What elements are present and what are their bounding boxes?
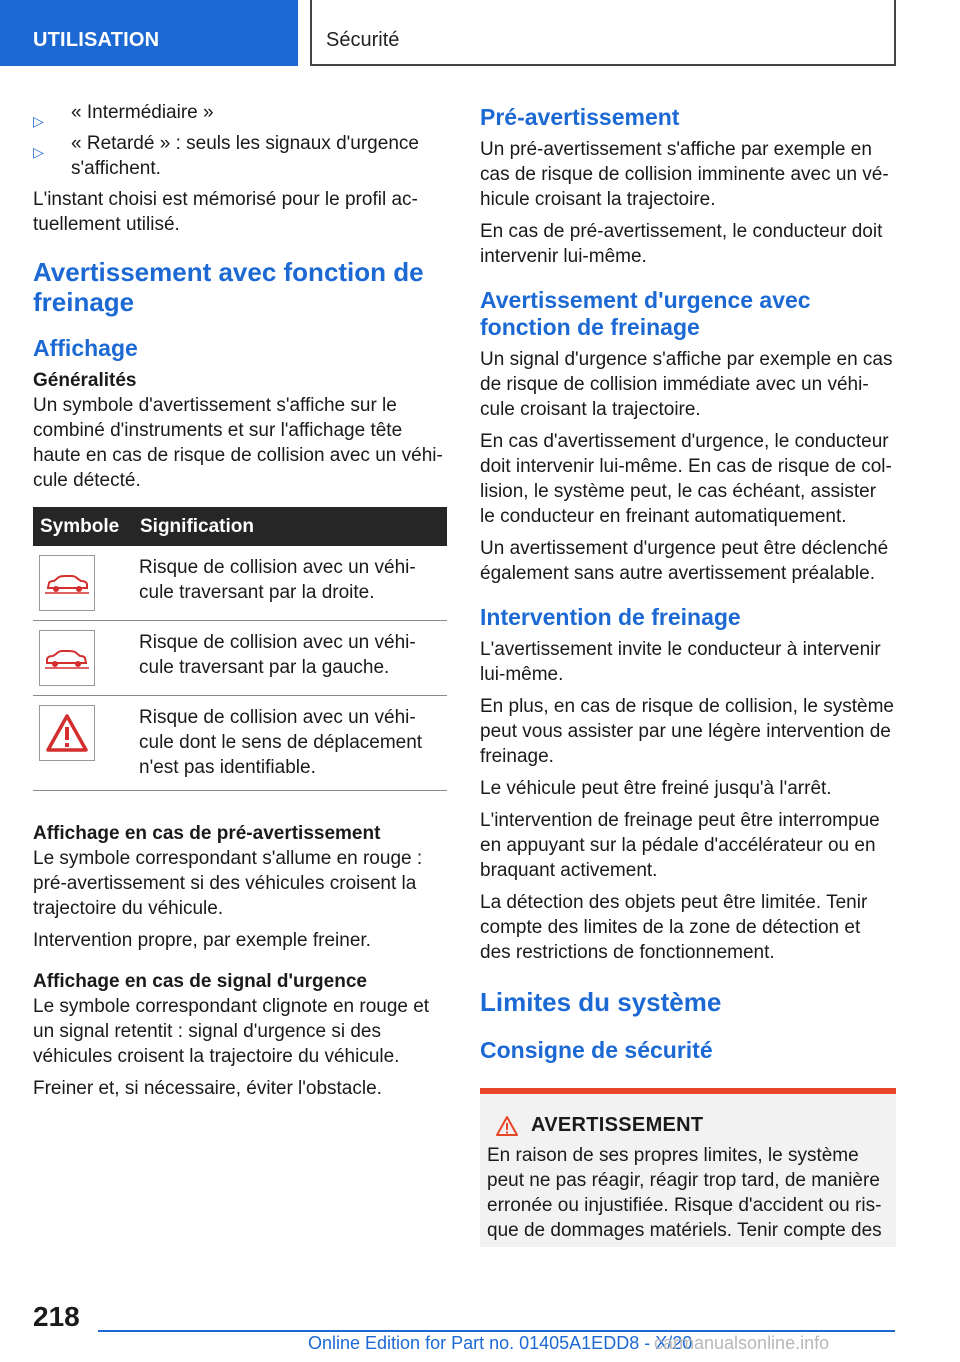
warning-box xyxy=(480,1088,896,1247)
bullet-item: ▷ « Intermédiaire » xyxy=(33,100,447,125)
paragraph: Un signal d'urgence s'affiche par exemple en cas de risque de collision immédiate avec un véhicule croisant la trajectoire. xyxy=(480,349,893,420)
warning-triangle-icon xyxy=(495,1115,519,1137)
car-collision-left-icon xyxy=(39,630,95,686)
table-row xyxy=(33,621,447,696)
watermark-text: carmanualsonline.info xyxy=(654,1333,830,1353)
car-collision-right-icon xyxy=(39,555,95,611)
section-heading: Limites du système xyxy=(480,987,722,1017)
paragraph: L'avertissement invite le conducteur à intervenir lui-même. xyxy=(480,639,881,685)
warning-triangle-icon xyxy=(39,705,95,761)
symbol-table xyxy=(33,507,447,791)
page-header xyxy=(0,0,960,66)
table-cell: Risque de collision avec un véhicule dont le sens de déplacement n'est pas identifiable. xyxy=(133,696,447,791)
subsection-heading: Affichage xyxy=(33,335,138,361)
page-number: 218 xyxy=(33,1301,80,1332)
table-cell: Risque de collision avec un véhicule traversant par la droite. xyxy=(133,546,447,621)
paragraph: L'intervention de freinage peut être interrompue en appuyant sur la pédale d'accélérateur ou en braquant activement. xyxy=(480,810,880,881)
subsection-heading: Consigne de sécurité xyxy=(480,1037,713,1063)
triangle-bullet-icon: ▷ xyxy=(33,144,44,160)
paragraph: Un symbole d'avertissement s'affiche sur le combiné d'instruments et sur l'affichage tête haute en cas de risque de collision avec un véhicule détecté. xyxy=(33,395,443,491)
paragraph-heading: Affichage en cas de signal d'urgence xyxy=(33,971,367,992)
paragraph: Freiner et, si nécessaire, éviter l'obstacle. xyxy=(33,1078,382,1099)
paragraph: En cas de pré-avertissement, le conducteur doit intervenir lui-même. xyxy=(480,221,883,267)
section-tab xyxy=(0,0,298,66)
paragraph: En plus, en cas de risque de collision, le système peut vous assister par une légère intervention de freinage. xyxy=(480,696,894,767)
left-column xyxy=(33,100,447,1108)
table-header-symbol: Symbole xyxy=(33,507,133,546)
chapter-title: Sécurité xyxy=(326,29,400,51)
warning-text: En raison de ses propres limites, le système peut ne pas réagir, réagir trop tard, de manière erronée ou injustifiée. Risque d'accident ou risque de dommages matériels. Tenir compte des xyxy=(487,1145,882,1241)
subsection-heading: Pré-avertissement xyxy=(480,104,680,130)
section-heading: Avertissement avec fonction de freinage xyxy=(33,257,424,317)
table-row xyxy=(33,696,447,791)
intro-paragraph: L'instant choisi est mémorisé pour le profil actuellement utilisé. xyxy=(33,189,418,235)
bullet-item: ▷ « Retardé » : seuls les signaux d'urgence s'affichent. xyxy=(33,133,419,179)
paragraph: En cas d'avertissement d'urgence, le conducteur doit intervenir lui-même. En cas de risque de collision, le système peut, le cas échéant, assister le conducteur en freinant automatiquement. xyxy=(480,431,892,527)
subsection-heading: Intervention de freinage xyxy=(480,604,741,630)
warning-title: AVERTISSEMENT xyxy=(495,1114,889,1137)
paragraph: Un avertissement d'urgence peut être déclenché également sans autre avertissement préalable. xyxy=(480,538,889,584)
chapter-tab xyxy=(310,0,896,66)
paragraph: Le véhicule peut être freiné jusqu'à l'arrêt. xyxy=(480,778,832,799)
paragraph: La détection des objets peut être limitée. Tenir compte des limites de la zone de détection et des restrictions de fonctionnement. xyxy=(480,892,868,963)
paragraph: Intervention propre, par exemple freiner. xyxy=(33,930,371,951)
section-title: UTILISATION xyxy=(33,29,160,51)
paragraph-heading: Généralités xyxy=(33,370,137,391)
subsection-heading: Avertissement d'urgence avec fonction de freinage xyxy=(480,287,811,340)
right-column xyxy=(480,100,896,1247)
paragraph-heading: Affichage en cas de pré-avertissement xyxy=(33,823,381,844)
paragraph: Le symbole correspondant s'allume en rouge : pré-avertissement si des véhicules croisent la trajectoire du véhicule. xyxy=(33,848,423,919)
table-header-meaning: Signification xyxy=(133,507,447,546)
table-cell: Risque de collision avec un véhicule traversant par la gauche. xyxy=(133,621,447,696)
paragraph: Le symbole correspondant clignote en rouge et un signal retentit : signal d'urgence si des véhicules croisent la trajectoire du véhicule. xyxy=(33,996,430,1067)
table-row xyxy=(33,546,447,621)
paragraph: Un pré-avertissement s'affiche par exemple en cas de risque de collision imminente avec un véhicule croisant la trajectoire. xyxy=(480,139,889,210)
triangle-bullet-icon: ▷ xyxy=(33,113,44,129)
edition-text: Online Edition for Part no. 01405A1EDD8 - X/20 xyxy=(308,1333,693,1353)
footer-rule xyxy=(98,1330,895,1332)
